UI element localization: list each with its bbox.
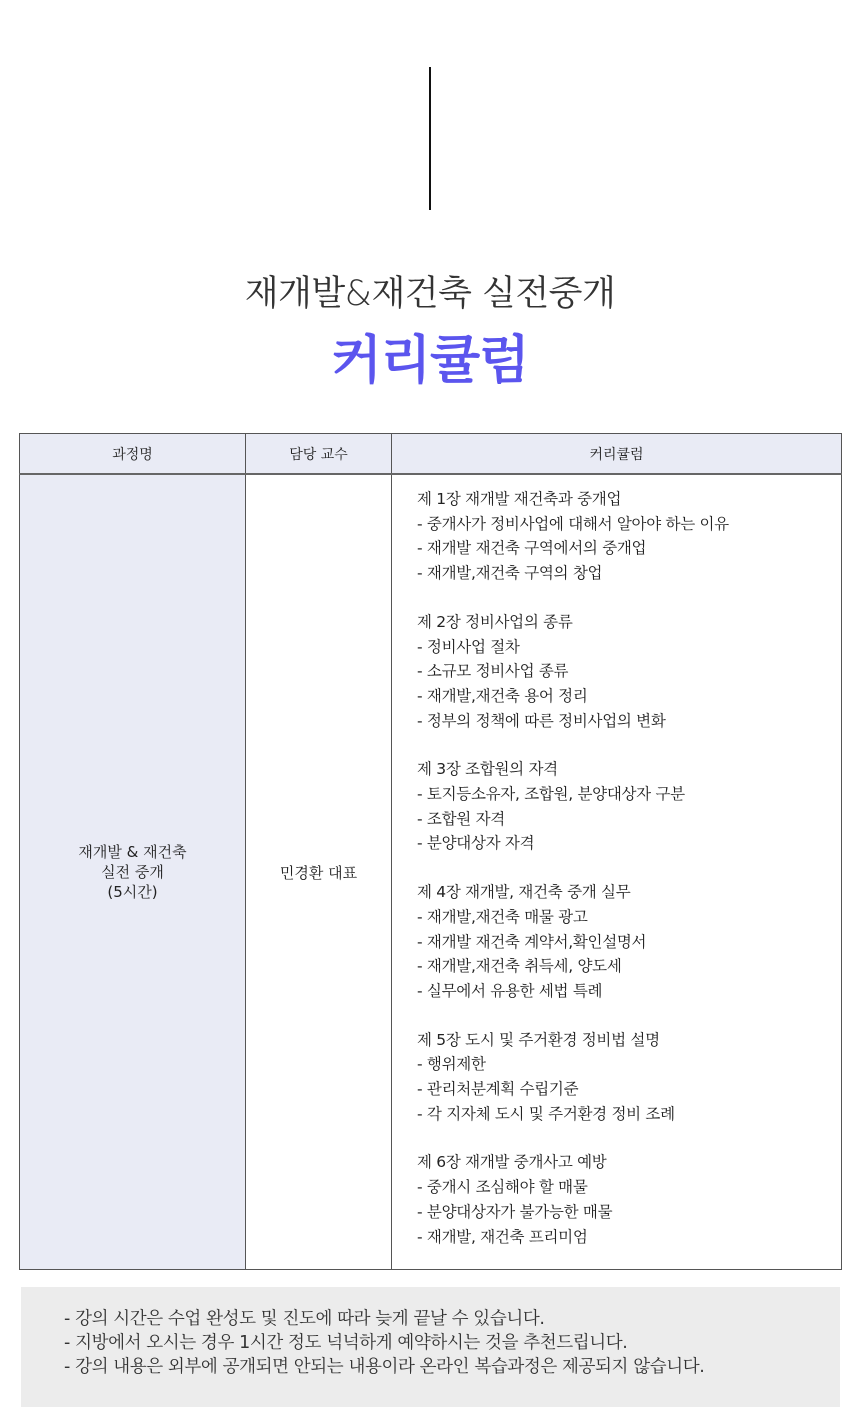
curriculum-table <box>19 433 842 1270</box>
chapter-item: - 중개사가 정비사업에 대해서 알아야 하는 이유 <box>417 514 729 533</box>
header-professor: 담당 교수 <box>246 434 392 475</box>
chapter-item: - 중개시 조심해야 할 매물 <box>417 1178 588 1197</box>
professor-cell: 민경환 대표 <box>246 474 392 1270</box>
table-row <box>20 474 842 1270</box>
chapter-1 <box>417 487 841 586</box>
chapter-item: - 재개발,재건축 취득세, 양도세 <box>417 957 622 976</box>
chapter-item: - 재개발 재건축 구역에서의 중개업 <box>417 539 647 558</box>
chapter-heading: 제 4장 재개발, 재건축 중개 실무 <box>417 883 631 902</box>
chapter-item: - 분양대상자가 불가능한 매물 <box>417 1202 613 1221</box>
chapter-item: - 토지등소유자, 조합원, 분양대상자 구분 <box>417 785 685 804</box>
chapter-item: - 재개발,재건축 용어 정리 <box>417 686 588 705</box>
chapter-6 <box>417 1150 841 1249</box>
course-name-line: 재개발 & 재건축 <box>78 843 187 862</box>
chapter-heading: 제 2장 정비사업의 종류 <box>417 612 573 631</box>
chapter-3 <box>417 757 841 856</box>
chapter-item: - 재개발 재건축 계약서,확인설명서 <box>417 932 647 951</box>
chapter-heading: 제 3장 조합원의 자격 <box>417 760 558 779</box>
course-duration: (5시간) <box>107 883 158 902</box>
chapter-2 <box>417 610 841 734</box>
chapter-5 <box>417 1028 841 1127</box>
page-title: 커리큘럼 <box>331 331 529 391</box>
notice-list <box>21 1287 840 1379</box>
notice-item: - 강의 시간은 수업 완성도 및 진도에 따라 늦게 끝날 수 있습니다. <box>64 1309 545 1329</box>
chapter-item: - 정비사업 절차 <box>417 637 520 656</box>
notice-item: - 지방에서 오시는 경우 1시간 정도 넉넉하게 예약하시는 것을 추천드립니다. <box>64 1333 628 1353</box>
course-name-cell <box>20 474 246 1270</box>
chapter-item: - 각 지자체 도시 및 주거환경 정비 조례 <box>417 1104 675 1123</box>
notice-item: - 강의 내용은 외부에 공개되면 안되는 내용이라 온라인 복습과정은 제공되지 않습니다. <box>64 1357 705 1377</box>
header-curriculum: 커리큘럼 <box>392 434 842 475</box>
curriculum-cell <box>392 474 842 1270</box>
table-header-row <box>20 434 842 475</box>
chapter-heading: 제 5장 도시 및 주거환경 정비법 설명 <box>417 1030 660 1049</box>
chapter-item: - 행위제한 <box>417 1055 486 1074</box>
chapter-item: - 실무에서 유용한 세법 특례 <box>417 981 603 1000</box>
chapter-item: - 소규모 정비사업 종류 <box>417 662 569 681</box>
chapter-4 <box>417 880 841 1004</box>
header-course-name: 과정명 <box>20 434 246 475</box>
chapter-item: - 분양대상자 자격 <box>417 834 535 853</box>
divider-vertical-line <box>429 67 431 210</box>
chapter-heading: 제 1장 재개발 재건축과 중개업 <box>417 490 622 508</box>
chapter-item: - 재개발,재건축 매물 광고 <box>417 907 588 926</box>
chapter-item: - 관리처분계획 수립기준 <box>417 1080 579 1099</box>
chapter-item: - 재개발, 재건축 프리미엄 <box>417 1227 588 1246</box>
chapter-item: - 재개발,재건축 구역의 창업 <box>417 564 603 583</box>
page-subtitle: 재개발&재건축 실전중개 <box>244 274 616 314</box>
notice-box <box>21 1287 840 1407</box>
chapter-item: - 정부의 정책에 따른 정비사업의 변화 <box>417 711 666 730</box>
chapter-heading: 제 6장 재개발 중개사고 예방 <box>417 1153 607 1172</box>
chapter-item: - 조합원 자격 <box>417 809 505 828</box>
course-name-line: 실전 중개 <box>101 863 164 882</box>
